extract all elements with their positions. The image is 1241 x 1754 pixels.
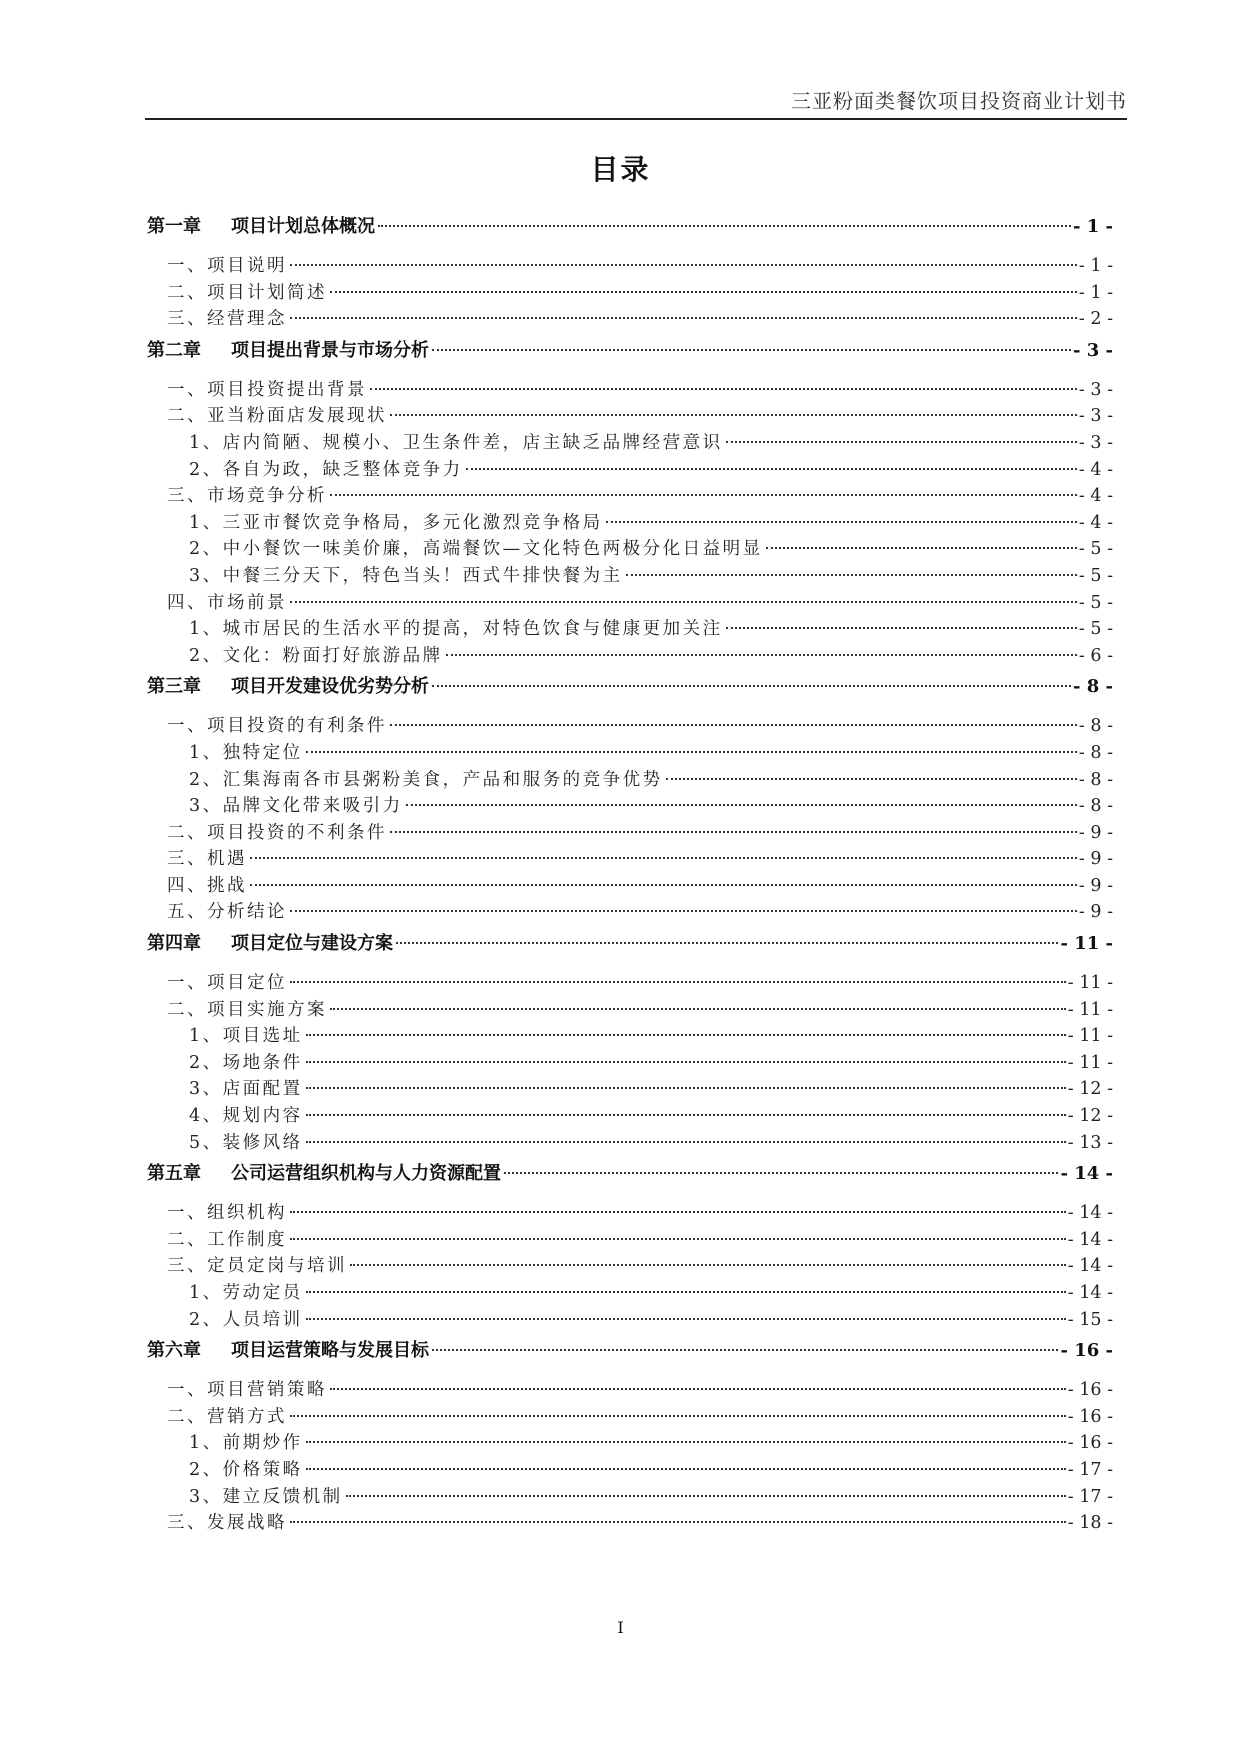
toc-page-number: - 11 - — [1067, 973, 1113, 994]
dot-leader — [290, 910, 1077, 912]
toc-entry-title: 一、项目说明 — [167, 256, 287, 276]
dot-leader — [666, 778, 1077, 780]
toc-page-number: - 3 - — [1078, 379, 1113, 400]
toc-entry-title: 3、建立反馈机制 — [189, 1486, 343, 1507]
dot-leader — [466, 468, 1077, 470]
toc-entry-title: 一、项目投资提出背景 — [167, 379, 367, 400]
chapter-number: 第五章 — [147, 1163, 201, 1185]
toc-page-number: - 5 - — [1078, 619, 1113, 640]
chapter-title: 公司运营组织机构与人力资源配置 — [231, 1163, 501, 1185]
toc-entry[interactable] — [147, 253, 1113, 280]
toc-entry-title: 三、发展战略 — [167, 1513, 287, 1534]
toc-page-number: - 16 - — [1067, 1406, 1113, 1427]
toc-entry[interactable] — [147, 1404, 1113, 1431]
toc-entry[interactable] — [147, 643, 1113, 670]
toc-chapter-entry[interactable] — [147, 674, 1113, 700]
toc-entry-title — [147, 338, 429, 364]
toc-entry-title — [147, 214, 375, 240]
toc-entry-title — [147, 674, 429, 700]
toc-entry-title: 二、项目计划简述 — [167, 282, 327, 303]
toc-entry[interactable] — [147, 1280, 1113, 1307]
toc-page-number: - 11 - — [1067, 1052, 1113, 1073]
toc-page-number: - 6 - — [1078, 645, 1113, 666]
toc-page-number: - 4 - — [1078, 459, 1113, 480]
toc-entry-title: 1、前期炒作 — [189, 1433, 303, 1454]
toc-page-number: - 12 - — [1067, 1079, 1113, 1100]
toc-entry[interactable] — [147, 1510, 1113, 1537]
toc-entry[interactable] — [147, 1430, 1113, 1457]
toc-page-number: - 18 - — [1067, 1513, 1113, 1534]
toc-title: 目录 — [590, 153, 651, 186]
chapter-title: 项目运营策略与发展目标 — [231, 1340, 429, 1362]
toc-entry[interactable] — [147, 820, 1113, 847]
toc-entry[interactable] — [147, 1307, 1113, 1334]
toc-chapter-entry[interactable] — [147, 214, 1113, 240]
dot-leader — [606, 521, 1077, 523]
chapter-title: 项目定位与建设方案 — [231, 933, 393, 955]
dot-leader — [370, 388, 1077, 390]
toc-page-number: - 17 - — [1067, 1459, 1113, 1480]
toc-entry[interactable] — [147, 1050, 1113, 1077]
dot-leader — [290, 1211, 1066, 1213]
toc-page-number: - 9 - — [1078, 875, 1113, 896]
dot-leader — [378, 225, 1071, 227]
chapter-number: 第四章 — [147, 933, 201, 955]
table-of-contents — [147, 214, 1113, 1537]
dot-leader — [726, 627, 1077, 629]
toc-entry[interactable] — [147, 483, 1113, 510]
toc-entry-title: 1、劳动定员 — [189, 1283, 303, 1303]
toc-page-number: - 8 - — [1078, 716, 1113, 737]
dot-leader — [306, 1087, 1066, 1089]
dot-leader — [406, 804, 1077, 806]
toc-entry[interactable] — [147, 713, 1113, 740]
dot-leader — [432, 685, 1071, 687]
toc-entry-title: 1、三亚市餐饮竞争格局，多元化激烈竞争格局 — [189, 512, 603, 533]
toc-entry[interactable] — [147, 280, 1113, 307]
toc-entry[interactable] — [147, 970, 1113, 997]
dot-leader — [306, 1291, 1066, 1293]
toc-entry[interactable] — [147, 1130, 1113, 1157]
dot-leader — [626, 574, 1077, 576]
dot-leader — [306, 751, 1077, 753]
toc-page-number: - 11 - — [1067, 999, 1113, 1020]
toc-entry-title: 一、项目投资的有利条件 — [167, 716, 387, 737]
dot-leader — [432, 349, 1071, 351]
toc-entry-title: 3、店面配置 — [189, 1079, 303, 1100]
toc-page-number: - 1 - — [1073, 216, 1113, 237]
page-number: I — [617, 1618, 624, 1637]
toc-entry[interactable] — [147, 793, 1113, 820]
dot-leader — [504, 1172, 1058, 1174]
toc-entry-title: 3、品牌文化带来吸引力 — [189, 796, 403, 817]
toc-entry[interactable] — [147, 740, 1113, 767]
toc-entry-title: 二、项目投资的不利条件 — [167, 822, 387, 843]
toc-entry-title — [147, 1338, 429, 1364]
toc-page-number: - 8 - — [1078, 769, 1113, 790]
toc-entry-title: 2、场地条件 — [189, 1052, 303, 1073]
dot-leader — [306, 1141, 1066, 1143]
dot-leader — [396, 942, 1058, 944]
toc-entry-title: 2、文化：粉面打好旅游品牌 — [189, 645, 443, 666]
chapter-number: 第六章 — [147, 1340, 201, 1362]
toc-entry-title: 四、市场前景 — [167, 592, 287, 613]
dot-leader — [330, 1008, 1066, 1010]
dot-leader — [290, 1238, 1066, 1240]
toc-entry-title: 2、中小餐饮一味美价廉，高端餐饮—文化特色两极分化日益明显 — [189, 539, 763, 560]
toc-page-number: - 9 - — [1078, 902, 1113, 923]
toc-page-number: - 8 - — [1078, 742, 1113, 763]
toc-entry[interactable] — [147, 997, 1113, 1024]
toc-page-number: - 3 - — [1078, 432, 1113, 453]
toc-entry[interactable] — [147, 873, 1113, 900]
header-title: 三亚粉面类餐饮项目投资商业计划书 — [791, 89, 1127, 113]
toc-page-number: - 16 - — [1060, 1340, 1113, 1362]
toc-page-number: - 4 - — [1078, 486, 1113, 507]
dot-leader — [346, 1495, 1066, 1497]
toc-entry[interactable] — [147, 1076, 1113, 1103]
toc-entry-title: 一、项目定位 — [167, 973, 287, 994]
chapter-number: 第三章 — [147, 676, 201, 698]
toc-entry-title: 2、各自为政，缺乏整体竞争力 — [189, 459, 463, 480]
toc-page-number: - 12 - — [1067, 1106, 1113, 1127]
toc-page-number: - 3 - — [1073, 339, 1113, 361]
toc-page-number: - 8 - — [1078, 796, 1113, 817]
dot-leader — [290, 601, 1077, 603]
toc-entry[interactable] — [147, 1200, 1113, 1227]
toc-page-number: - 14 - — [1067, 1229, 1113, 1250]
toc-entry[interactable] — [147, 899, 1113, 926]
toc-page-number: - 1 - — [1078, 282, 1113, 303]
toc-page-number: - 9 - — [1078, 822, 1113, 843]
toc-entry[interactable] — [147, 1484, 1113, 1511]
toc-entry-title: 一、项目营销策略 — [167, 1380, 327, 1401]
dot-leader — [306, 1318, 1066, 1320]
toc-entry-title: 4、规划内容 — [189, 1106, 303, 1127]
dot-leader — [290, 317, 1077, 319]
toc-entry-title: 1、独特定位 — [189, 742, 303, 763]
toc-page-number: - 1 - — [1078, 256, 1113, 276]
toc-entry[interactable] — [147, 536, 1113, 563]
toc-page-number: - 14 - — [1067, 1256, 1113, 1277]
toc-page-number: - 5 - — [1078, 592, 1113, 613]
toc-chapter-entry[interactable] — [147, 1161, 1113, 1187]
page-header — [145, 86, 1127, 120]
dot-leader — [306, 1114, 1066, 1116]
toc-entry-title: 2、人员培训 — [189, 1309, 303, 1330]
toc-page-number: - 3 - — [1078, 406, 1113, 427]
toc-entry-title: 2、汇集海南各市县粥粉美食，产品和服务的竞争优势 — [189, 769, 663, 790]
toc-page-number: - 8 - — [1073, 676, 1113, 698]
toc-page-number: - 5 - — [1078, 539, 1113, 560]
toc-entry-title — [147, 1161, 501, 1187]
dot-leader — [290, 981, 1066, 983]
dot-leader — [290, 1415, 1066, 1417]
toc-entry-title: 1、城市居民的生活水平的提高，对特色饮食与健康更加关注 — [189, 619, 723, 640]
toc-page-number: - 17 - — [1067, 1486, 1113, 1507]
toc-entry-title: 二、亚当粉面店发展现状 — [167, 406, 387, 427]
toc-entry-title: 3、中餐三分天下，特色当头！西式牛排快餐为主 — [189, 565, 623, 586]
toc-entry-title: 一、组织机构 — [167, 1203, 287, 1224]
toc-entry-title: 五、分析结论 — [167, 902, 287, 923]
toc-entry[interactable] — [147, 457, 1113, 484]
toc-entry-title: 5、装修风络 — [189, 1132, 303, 1153]
dot-leader — [766, 547, 1077, 549]
toc-entry[interactable] — [147, 1023, 1113, 1050]
toc-page-number: - 13 - — [1067, 1132, 1113, 1153]
toc-page-number: - 5 - — [1078, 565, 1113, 586]
dot-leader — [330, 494, 1077, 496]
toc-entry-title: 二、项目实施方案 — [167, 999, 327, 1020]
dot-leader — [390, 831, 1077, 833]
toc-page-number: - 4 - — [1078, 512, 1113, 533]
toc-entry[interactable] — [147, 590, 1113, 617]
toc-chapter-entry[interactable] — [147, 1338, 1113, 1364]
toc-page-number: - 16 - — [1067, 1433, 1113, 1454]
toc-entry-title: 二、工作制度 — [167, 1229, 287, 1250]
dot-leader — [446, 654, 1077, 656]
dot-leader — [306, 1034, 1066, 1036]
chapter-number: 第二章 — [147, 339, 201, 361]
toc-entry[interactable] — [147, 563, 1113, 590]
toc-entry-title — [147, 931, 393, 957]
toc-entry[interactable] — [147, 616, 1113, 643]
toc-page-number: - 15 - — [1067, 1309, 1113, 1330]
toc-page-number: - 14 - — [1067, 1283, 1113, 1303]
toc-entry-title: 四、挑战 — [167, 875, 247, 896]
toc-chapter-entry[interactable] — [147, 338, 1113, 364]
dot-leader — [350, 1264, 1066, 1266]
dot-leader — [390, 724, 1077, 726]
toc-page-number: - 11 - — [1060, 933, 1113, 955]
dot-leader — [306, 1061, 1066, 1063]
chapter-title: 项目计划总体概况 — [231, 216, 375, 237]
toc-page-number: - 14 - — [1067, 1203, 1113, 1224]
dot-leader — [330, 1388, 1066, 1390]
dot-leader — [306, 1441, 1066, 1443]
toc-entry-title: 三、定员定岗与培训 — [167, 1256, 347, 1277]
toc-entry[interactable] — [147, 1457, 1113, 1484]
toc-entry-title: 三、经营理念 — [167, 309, 287, 330]
toc-page-number: - 11 - — [1067, 1026, 1113, 1047]
toc-entry[interactable] — [147, 403, 1113, 430]
toc-page-number: - 14 - — [1060, 1163, 1113, 1185]
toc-entry[interactable] — [147, 377, 1113, 404]
toc-entry-title: 二、营销方式 — [167, 1406, 287, 1427]
chapter-title: 项目提出背景与市场分析 — [231, 339, 429, 361]
toc-chapter-entry[interactable] — [147, 931, 1113, 957]
toc-entry-title: 1、项目选址 — [189, 1026, 303, 1047]
dot-leader — [290, 1521, 1066, 1523]
dot-leader — [250, 884, 1077, 886]
toc-entry-title: 三、市场竞争分析 — [167, 486, 327, 507]
dot-leader — [330, 291, 1077, 293]
toc-page-number: - 16 - — [1067, 1380, 1113, 1401]
toc-page-number: - 2 - — [1078, 309, 1113, 330]
dot-leader — [726, 441, 1077, 443]
dot-leader — [390, 414, 1077, 416]
toc-entry[interactable] — [147, 1253, 1113, 1280]
toc-entry-title: 2、价格策略 — [189, 1459, 303, 1480]
toc-entry[interactable] — [147, 1103, 1113, 1130]
chapter-title: 项目开发建设优劣势分析 — [231, 676, 429, 698]
toc-entry[interactable] — [147, 430, 1113, 457]
toc-entry-title: 1、店内简陋、规模小、卫生条件差，店主缺乏品牌经营意识 — [189, 432, 723, 453]
toc-page-number: - 9 - — [1078, 849, 1113, 870]
dot-leader — [306, 1468, 1066, 1470]
toc-entry[interactable] — [147, 846, 1113, 873]
dot-leader — [250, 857, 1077, 859]
toc-entry[interactable] — [147, 1227, 1113, 1254]
dot-leader — [432, 1349, 1058, 1351]
chapter-number: 第一章 — [147, 216, 201, 237]
dot-leader — [290, 264, 1077, 266]
toc-entry[interactable] — [147, 767, 1113, 794]
toc-entry-title: 三、机遇 — [167, 849, 247, 870]
toc-entry[interactable] — [147, 510, 1113, 537]
toc-entry[interactable] — [147, 306, 1113, 333]
toc-entry[interactable] — [147, 1377, 1113, 1404]
